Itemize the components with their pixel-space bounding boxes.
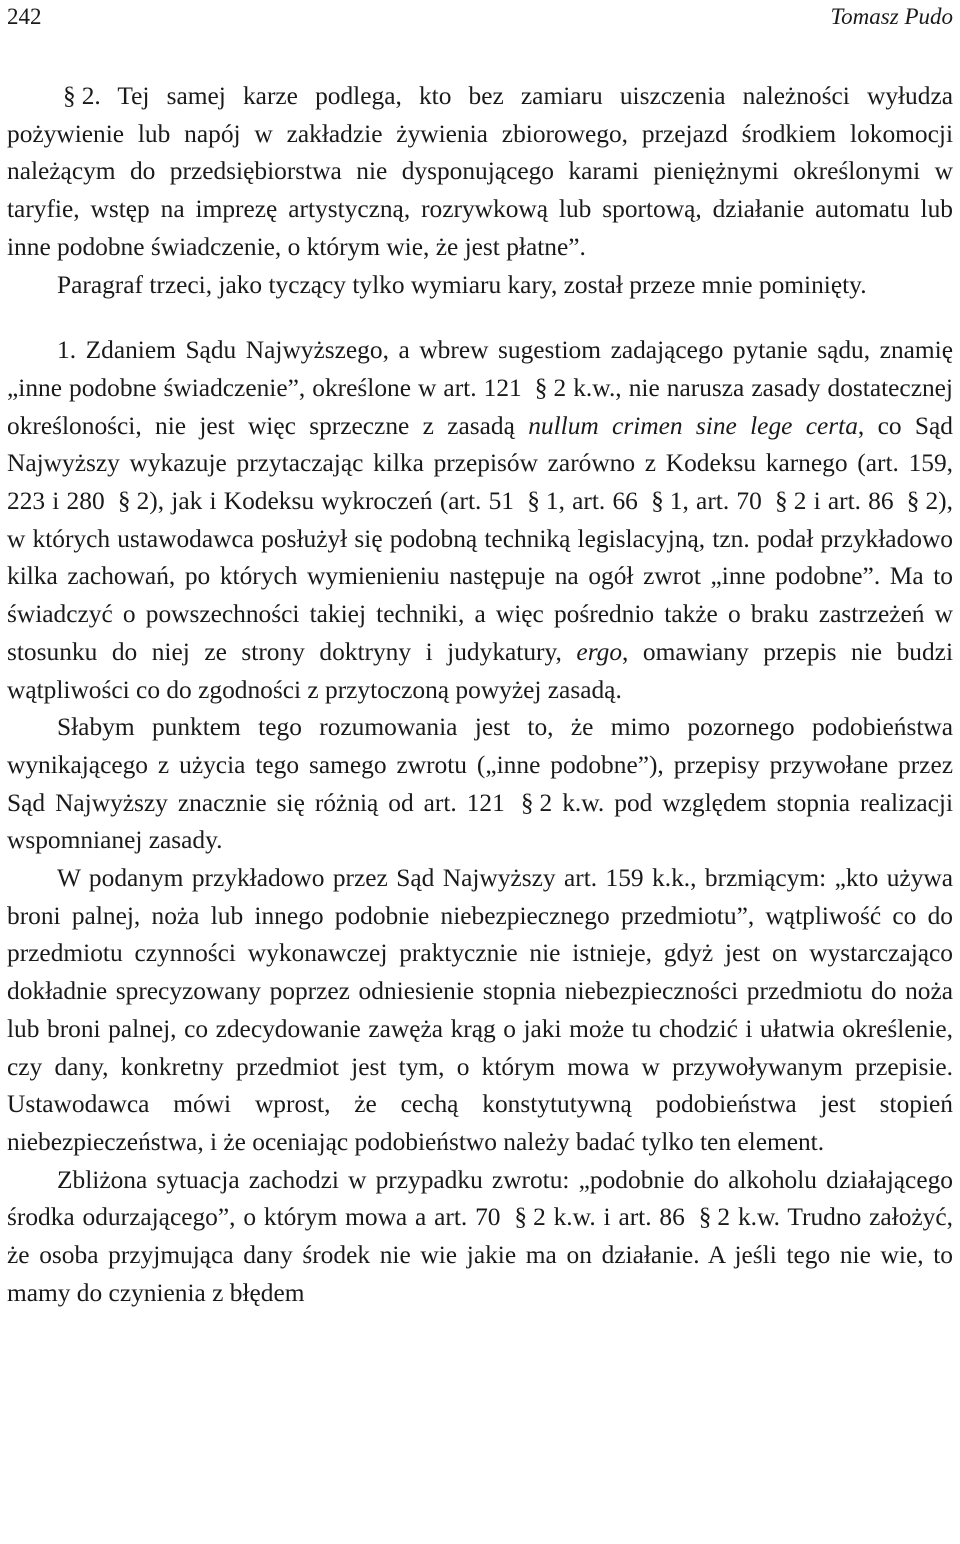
text-run: 2), jak i Kodeksu wykroczeń (art. 51: [136, 487, 522, 516]
text-run: W podanym przykładowo przez Sąd Najwyższy art. 159 k.k., brzmiącym: „kto używa broni palnej, noża lub innego podobnie niebezpiecznego przedmiotu”, wątpliwość co do przedmiotu czynności wykonawczej praktycznie nie istnieje, gdyż jest on wystarczająco dokładnie sprecyzowany poprzez odniesienie stopnia niebezpieczności przedmiotu do noża lub broni palnej, co zdecydowanie zawęża krąg o jaki może tu chodzić i ułatwia określenie, czy dany, konkretny przedmiot jest tym, o którym mowa w przywoływanym przepisie. Ustawodawca mówi wprost, że cechą konstytutywną podobieństwa jest stopień niebezpieczeństwa, i że oceniając podobieństwo należy badać tylko ten element.: [7, 864, 953, 1156]
italic-phrase: nullum crimen sine lege certa: [528, 411, 858, 440]
section-sign: §: [63, 82, 76, 110]
page-header: [7, 0, 953, 40]
section-sign: §: [774, 487, 788, 516]
section-sign: §: [698, 1203, 712, 1232]
section-sign: §: [534, 373, 548, 402]
paragraph: [7, 860, 953, 1162]
paragraph: [7, 78, 953, 267]
text-run: , co Sąd Najwyższy wykazuje przytaczając kilka przepisów zarówno z Kodeksu karnego (art. 159, 223 i 280: [7, 411, 953, 516]
paragraph: [7, 1162, 953, 1313]
section-sign: §: [520, 788, 534, 817]
text-run: 2 k.w. Trudno założyć, że osoba przyjmująca dany środek nie wie jakie ma on działanie. A jeśli tego nie wie, to mamy do czynienia z błędem: [7, 1203, 953, 1307]
text-run: 2 k.w. pod względem stopnia realizacji wspomnianej zasady.: [7, 788, 953, 855]
text-run: 2), w których ustawodawca posłużył się podobną techniką legislacyjną, tzn. podał przykładowo kilka zachowań, po których wymienieniu następuje na ogół zwrot „inne podobne”. Ma to świadczyć o powszechności takiej techniki, a więc pośrednio także o braku zastrzeżeń w stosunku do niej ze strony doktryny i judykatury,: [7, 487, 953, 666]
text-run: 1, art. 66: [545, 487, 646, 516]
text-run: , omawiany przepis nie budzi wątpliwości co do zgodności z przytoczoną powyżej zasadą.: [7, 637, 953, 704]
text-run: 1. Zdaniem Sądu Najwyższego, a wbrew sugestiom zadającego pytanie sądu, znamię „inne podobne świadczenie”, określone w art. 121: [7, 336, 953, 402]
paragraph: [7, 709, 953, 860]
paragraph: [7, 332, 953, 709]
section-sign: §: [514, 1203, 528, 1232]
text-run: 2 k.w., nie narusza zasady dostatecznej określoności, nie jest więc sprzeczne z zasadą: [7, 373, 953, 440]
text-run: 2 i art. 86: [793, 487, 901, 516]
text-run: 2 k.w. i art. 86: [533, 1203, 693, 1232]
text-run: 1, art. 70: [669, 487, 769, 516]
section-sign: §: [527, 487, 540, 516]
running-head-author: Tomasz Pudo: [830, 4, 953, 29]
section-sign: §: [906, 487, 920, 516]
page-number: 242: [7, 4, 42, 29]
italic-phrase: ergo: [576, 637, 623, 666]
body-text: [7, 78, 953, 1313]
text-run: 2. Tej samej karze podlega, kto bez zamiaru uiszczenia należności wyłudza pożywienie lub napój w zakładzie żywienia zbiorowego, przejazd środkiem lokomocji należącym do przedsiębiorstwa nie dysponującego karami pieniężnymi określonymi w taryfie, wstęp na imprezę artystyczną, rozrywkową lub sportową, działanie automatu lub inne podobne świadczenie, o którym wie, że jest płatne”.: [7, 82, 953, 261]
section-sign: §: [117, 487, 131, 516]
text-run: Paragraf trzeci, jako tyczący tylko wymiaru kary, został przeze mnie pominięty.: [57, 270, 867, 299]
text-run: Zbliżona sytuacja zachodzi w przypadku zwrotu: „podobnie do alkoholu działającego środka odurzającego”, o którym mowa a art. 70: [7, 1165, 953, 1232]
document-page: [7, 0, 953, 1307]
section-sign: §: [651, 487, 664, 516]
paragraph: [7, 267, 953, 305]
text-run: Słabym punktem tego rozumowania jest to, że mimo pozornego podobieństwa wynikającego z użycia tego samego zwrotu („inne podobne”), przepisy przywołane przez Sąd Najwyższy znacznie się różnią od art. 121: [7, 713, 953, 817]
